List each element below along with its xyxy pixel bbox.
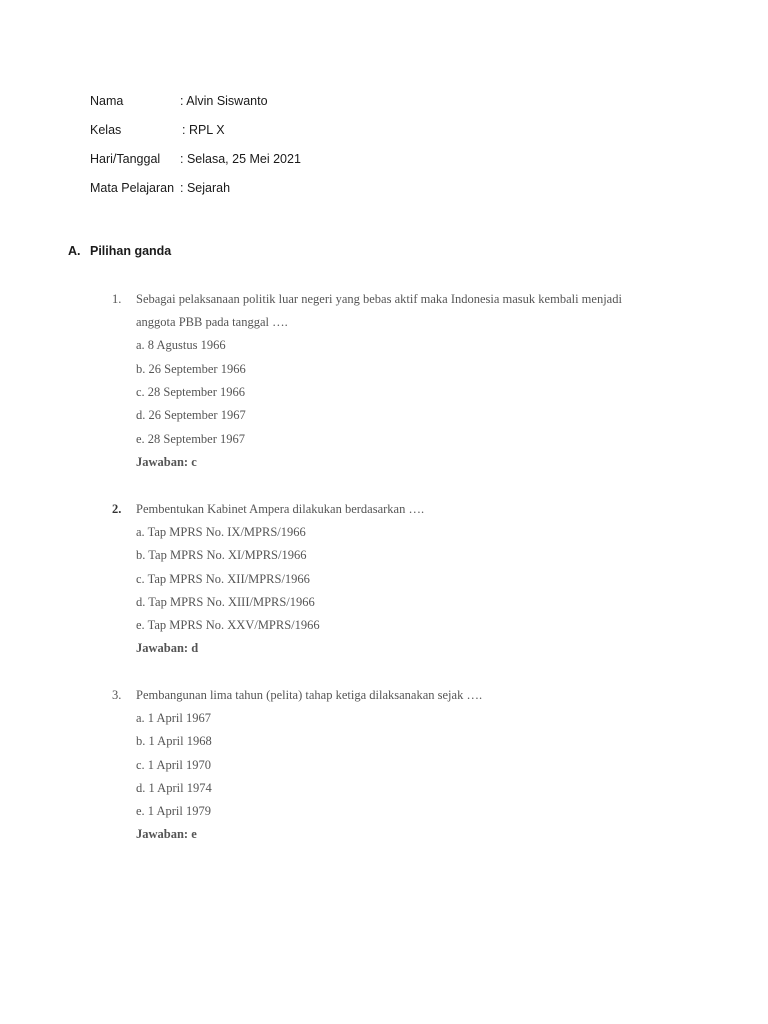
info-row-mapel: [90, 181, 230, 195]
question-1-number: 1.: [112, 292, 122, 306]
question-3-number: 3.: [112, 688, 122, 702]
section-letter: A.: [68, 244, 81, 258]
info-row-nama: [90, 94, 268, 108]
question-1-option-b: b. 26 September 1966: [136, 362, 246, 376]
question-3-option-a: a. 1 April 1967: [136, 711, 211, 725]
question-3-option-e: e. 1 April 1979: [136, 804, 211, 818]
nama-value: : Alvin Siswanto: [180, 94, 268, 108]
question-1-option-a: a. 8 Agustus 1966: [136, 338, 226, 352]
question-2-answer: Jawaban: d: [136, 641, 199, 655]
question-2-option-e: e. Tap MPRS No. XXV/MPRS/1966: [136, 618, 320, 632]
question-2-option-a: a. Tap MPRS No. IX/MPRS/1966: [136, 525, 306, 539]
question-3-text-line1: Pembangunan lima tahun (pelita) tahap ketiga dilaksanakan sejak ….: [136, 688, 483, 702]
info-row-tanggal: [90, 152, 301, 166]
question-2-text-line1: Pembentukan Kabinet Ampera dilakukan berdasarkan ….: [136, 502, 425, 516]
question-2-option-b: b. Tap MPRS No. XI/MPRS/1966: [136, 548, 307, 562]
question-1-option-c: c. 28 September 1966: [136, 385, 246, 399]
tanggal-label: Hari/Tanggal: [90, 152, 161, 166]
info-row-kelas: [90, 123, 225, 137]
question-1-option-e: e. 28 September 1967: [136, 432, 246, 446]
section-title: [68, 244, 171, 258]
question-2-option-c: c. Tap MPRS No. XII/MPRS/1966: [136, 572, 310, 586]
mapel-value: : Sejarah: [180, 181, 231, 195]
section-title-text: Pilihan ganda: [90, 244, 172, 258]
question-1-text-line1: Sebagai pelaksanaan politik luar negeri yang bebas aktif maka Indonesia masuk kembali menjadi: [136, 292, 622, 306]
question-2-option-d: d. Tap MPRS No. XIII/MPRS/1966: [136, 595, 315, 609]
nama-label: Nama: [90, 94, 124, 108]
question-3-answer: Jawaban: e: [136, 827, 197, 841]
question-3-option-d: d. 1 April 1974: [136, 781, 212, 795]
question-2-number: 2.: [112, 502, 122, 516]
question-3-option-c: c. 1 April 1970: [136, 758, 211, 772]
kelas-value: : RPL X: [182, 123, 225, 137]
mapel-label: Mata Pelajaran: [90, 181, 175, 195]
tanggal-value: : Selasa, 25 Mei 2021: [180, 152, 301, 166]
question-1-answer: Jawaban: c: [136, 455, 197, 469]
question-1-text-line2: anggota PBB pada tanggal ….: [136, 315, 288, 329]
kelas-label: Kelas: [90, 123, 122, 137]
question-1-option-d: d. 26 September 1967: [136, 408, 246, 422]
question-3-option-b: b. 1 April 1968: [136, 734, 212, 748]
